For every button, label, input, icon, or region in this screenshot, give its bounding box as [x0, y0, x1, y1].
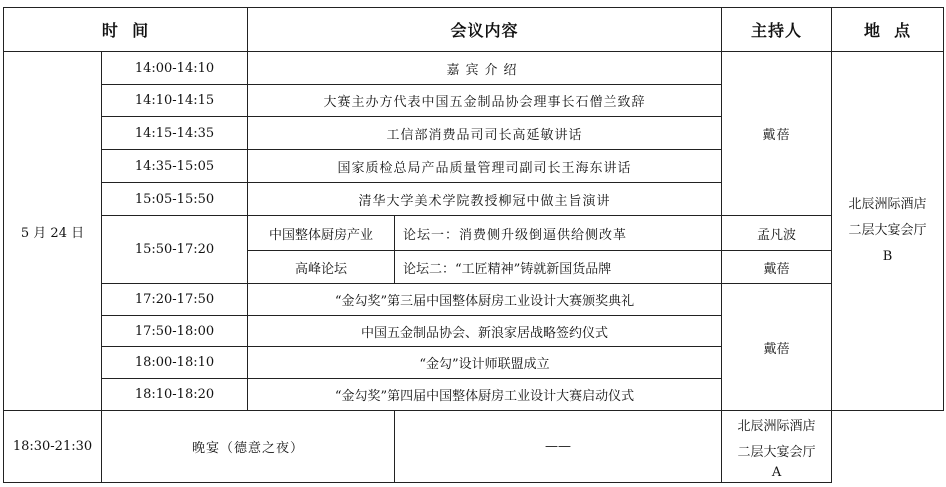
content-cell: 国家质检总局产品质量管理司副司长王海东讲话 [248, 150, 722, 183]
time-cell: 17:50-18:00 [102, 316, 248, 347]
dinner-time: 18:30-21:30 [4, 411, 102, 483]
forum-sub1: 论坛一：消费侧升级倒逼供给侧改革 [395, 216, 722, 251]
forum-row [4, 216, 944, 251]
dinner-content: 晚宴（德意之夜） [102, 411, 395, 483]
content-cell: 大赛主办方代表中国五金制品协会理事长石僧兰致辞 [248, 85, 722, 117]
content-cell: 嘉宾介绍 [248, 52, 722, 85]
location-line: B [882, 249, 893, 264]
content-cell: 中国五金制品协会、新浪家居战略签约仪式 [248, 316, 722, 347]
header-content: 会议内容 [248, 8, 722, 52]
header-time: 时 间 [4, 8, 248, 52]
content-cell: “金勾”设计师联盟成立 [248, 347, 722, 379]
host-cell: 戴蓓 [722, 284, 832, 411]
header-place: 地 点 [832, 8, 944, 52]
time-cell: 15:05-15:50 [102, 183, 248, 216]
host-cell: 戴蓓 [722, 52, 832, 216]
location-line: 北辰洲际酒店 [848, 197, 927, 212]
time-cell: 14:35-15:05 [102, 150, 248, 183]
dinner-row [4, 411, 944, 483]
location-line: 二层大宴会厅 [737, 444, 816, 460]
content-cell: 工信部消费品司司长高延敏讲话 [248, 117, 722, 150]
schedule-table [3, 7, 944, 483]
host-cell: 戴蓓 [722, 251, 832, 284]
time-cell: 14:15-14:35 [102, 117, 248, 150]
table-row [4, 52, 944, 85]
time-cell: 15:50-17:20 [102, 216, 248, 284]
location-line: 二层大宴会厅 [848, 223, 927, 238]
dinner-host: —— [395, 411, 722, 483]
host-cell: 孟凡波 [722, 216, 832, 251]
time-cell: 17:20-17:50 [102, 284, 248, 316]
time-cell: 14:10-14:15 [102, 85, 248, 117]
content-cell: “金勾奖”第四届中国整体厨房工业设计大赛启动仪式 [248, 379, 722, 411]
forum-title-line2: 高峰论坛 [248, 251, 395, 284]
location-line: A [771, 464, 782, 480]
content-cell: “金勾奖”第三届中国整体厨房工业设计大赛颁奖典礼 [248, 284, 722, 316]
forum-title-line1: 中国整体厨房产业 [248, 216, 395, 251]
time-cell: 14:00-14:10 [102, 52, 248, 85]
location-cell [832, 52, 944, 411]
dinner-location [722, 411, 832, 483]
time-cell: 18:10-18:20 [102, 379, 248, 411]
content-cell: 清华大学美术学院教授柳冠中做主旨演讲 [248, 183, 722, 216]
header-row [4, 8, 944, 52]
header-host: 主持人 [722, 8, 832, 52]
location-line: 北辰洲际酒店 [737, 418, 816, 434]
forum-sub2: 论坛二：“工匠精神”铸就新国货品牌 [395, 251, 722, 284]
time-cell: 18:00-18:10 [102, 347, 248, 379]
date-cell: 5 月 24 日 [4, 52, 102, 411]
table-row [4, 284, 944, 316]
